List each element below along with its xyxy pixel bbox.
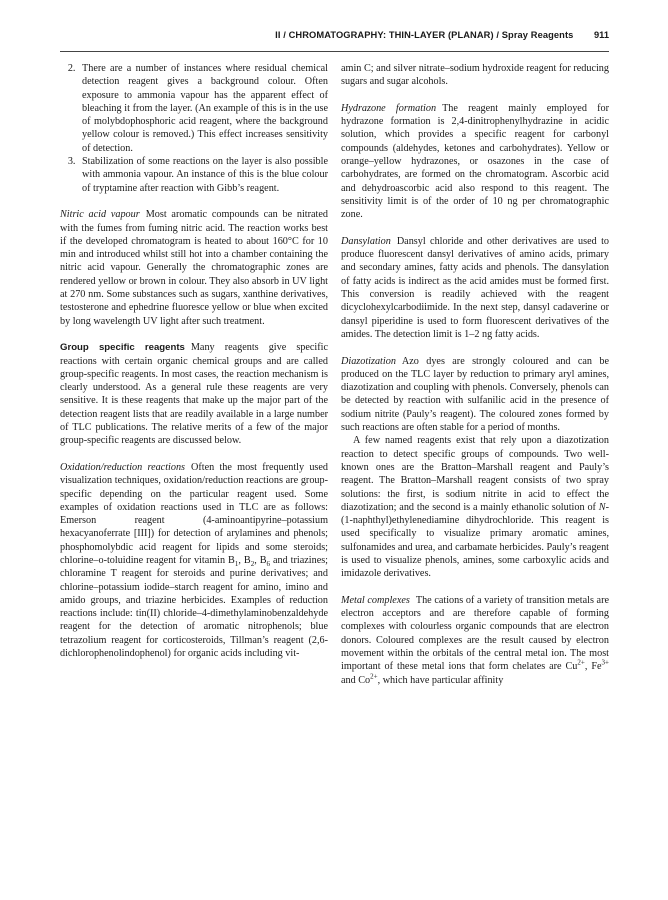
text-diazotization: Azo dyes are strongly coloured and can be produced on the TLC layer by reduction to primary aryl amines, diazotization and coupling with phenols. Conversely, phenols can be detected by reaction with sulfanilic acid in the presence of sodium nitrite (Pauly’s reagent). The coloured zones formed by such reactions are often stable for a period of months. — [341, 355, 609, 434]
text-oxidation-3: , B — [254, 554, 267, 566]
paragraph-nitric-acid — [60, 208, 328, 328]
paragraph-hydrazone — [341, 102, 609, 222]
text-metal-1: The cations of a variety of transition metals are electron acceptors and are therefore capable of forming complexes with colourless organic compounds that are electron donors. Coloured complexes are the result caused by electron movement within the orbitals of the central metal ion. The most important of these metal ions that form chelates are Cu — [341, 594, 609, 673]
subscript: 6 — [266, 560, 271, 569]
text-oxidation-2: , B — [238, 554, 251, 566]
text-metal-3: and Co — [341, 674, 371, 686]
text-named-reagents-a: A few named reagents exist that rely upon a diazotization reaction to detect specific groups of compounds. Two well-known ones are the Bratton–Marshall reagent and Pauly’s reagent. The Bratton–Marshall reagent consists of two spray solutions: the first, is sodium nitrite in acid to effect the diazotization; and the second is a mainly ethanolic solution of — [341, 435, 609, 513]
numbered-list — [60, 62, 328, 195]
text-oxidation-4: and triazines; chloramine T reagent for steroids and purine derivatives; and chlorine–potassium iodide–starch reagent for amino, imino and amido groups, and triazine herbicides. Examples of reduction reactions include: tin(II) chloride–4-dimethylaminobenzaldehyde reagent for the detection of aromatic nitrophenols; blue tetrazolium reagent for corticosteroids, Tillman’s reagent (2,6-dichlorophenolindophenol) for organic acids including vit- — [60, 554, 329, 660]
paragraph-oxidation-reduction — [60, 461, 328, 660]
text-dansylation: Dansyl chloride and other derivatives are used to produce fluorescent dansyl derivatives of amino acids, primary and secondary amines, fatty acids and phenols. The dansylation of fatty acids is indirect as the acid amides must be formed first. This conversion is readily achieved with the reagent dicyclohexylcarbodiimide. In the next step, dansyl cadaverine or dansyl piperidine is used to form fluorescent derivatives of the amides. The detection limit is 1–2 ng fatty acids. — [341, 235, 609, 340]
paragraph-continuation: amin C; and silver nitrate–sodium hydroxide reagent for reducing sugars and sugar alcohols. — [341, 63, 609, 88]
heading-hydrazone-formation: Hydrazone formation — [341, 102, 437, 114]
heading-group-specific-reagents: Group specific reagents — [60, 342, 185, 354]
text-hydrazone: The reagent mainly employed for hydrazone formation is 2,4-dinitrophenylhydrazine in acidic solution, which provides a specific reagent for carbonyl compounds (aldehydes, ketones and carbohydrates). Yellow or orange–yellow hydrazones, or osazones in the case of carbohydrates, are formed on the chromatogram. Ascorbic acid and dehydroascorbic acid also respond to this reagent. The sensitivity limit is of the order of 10 ng per chromatographic zone. — [341, 102, 609, 221]
heading-nitric-acid-vapour: Nitric acid vapour — [60, 209, 140, 221]
heading-oxidation-reduction: Oxidation/reduction reactions — [60, 461, 186, 473]
superscript: 2+ — [577, 658, 585, 667]
text-metal-4: , which have particular affinity — [377, 674, 504, 686]
subscript: 2 — [250, 560, 255, 569]
superscript: 3+ — [601, 658, 609, 667]
text-metal-2: , Fe — [584, 661, 602, 673]
heading-dansylation: Dansylation — [341, 235, 391, 247]
paragraph-dansylation — [341, 235, 609, 341]
paragraph-group-specific — [60, 341, 328, 447]
page-number: 911 — [594, 30, 609, 40]
italic-n: N — [598, 501, 606, 513]
text-nitric-acid: Most aromatic compounds can be nitrated with the fumes from fuming nitric acid. The reaction works best if the developed chromatogram is heated to about 160°C for 10 min and introduced whilst still hot into a chamber containing the nitric acid vapour. Generally the chromatographic zones are rendered yellow or brown in colour. They also absorb in UV light at 270 nm. Some substances such as sugars, xanthine derivatives, testosterone and ephedrine fluoresce yellow or blue when excited by long wavelength UV light after such treatment. — [60, 209, 328, 327]
subscript: 1 — [234, 560, 239, 569]
text-oxidation-1: Often the most frequently used visualization techniques, oxidation/reduction reactions are group-specific depending on the particular reagent used. Some examples of oxidation reactions used in TLC are as follows: Emerson reagent (4-aminoantipyrine–potassium hexacyanoferrate [III]) for detection of arylamines and phenols; phosphomolybdic acid reagent for lipids and some steroids; chlorine–o-toluidine reagent for vitamin B — [60, 461, 328, 566]
paragraph-metal-complexes — [341, 594, 609, 687]
left-column — [60, 62, 328, 660]
running-header — [60, 30, 609, 52]
superscript: 2+ — [370, 672, 378, 681]
right-column — [341, 62, 609, 687]
paragraph-named-reagents — [341, 434, 609, 580]
paragraph-diazotization — [341, 355, 609, 435]
text-group-specific: Many reagents give specific reactions with certain organic chemical groups and are called group-specific reagents. In most cases, the reaction mechanism is clearly understood. As a general rule these reagents are very sensitive. It is these reagents that make up the major part of the detection reagent lists that are readily available in a large number of TLC publications. The relative merits of a few of the major group-specific reagents are discussed below. — [60, 342, 328, 447]
heading-metal-complexes: Metal complexes — [341, 594, 410, 606]
text-named-reagents-b: -(1-naphthyl)ethylenediamine dihydrochloride. This reagent is used specifically to visualize primary aromatic amines, sulfonamides and urea, and carbamate herbicides. Pauly’s reagent is used to visualize phenols, amines, some carboxylic acids and imidazole derivatives. — [341, 501, 609, 580]
list-item: 2. There are a number of instances where residual chemical detection reagent gives a background colour. Often exposure to ammonia vapour has the apparent effect of bleaching it from the layer. (An example of this is in the use of molybdophosphoric acid reagent, where the background yellow colour is removed.) This effect increases sensitivity of detection. — [78, 62, 328, 155]
running-title: II / CHROMATOGRAPHY: THIN-LAYER (PLANAR) / Spray Reagents — [275, 30, 574, 40]
list-item: 3. Stabilization of some reactions on the layer is also possible with ammonia vapour. An instance of this is the blue colour of tryptamine after reaction with Gibb’s reagent. — [78, 155, 328, 195]
heading-diazotization: Diazotization — [341, 355, 396, 367]
